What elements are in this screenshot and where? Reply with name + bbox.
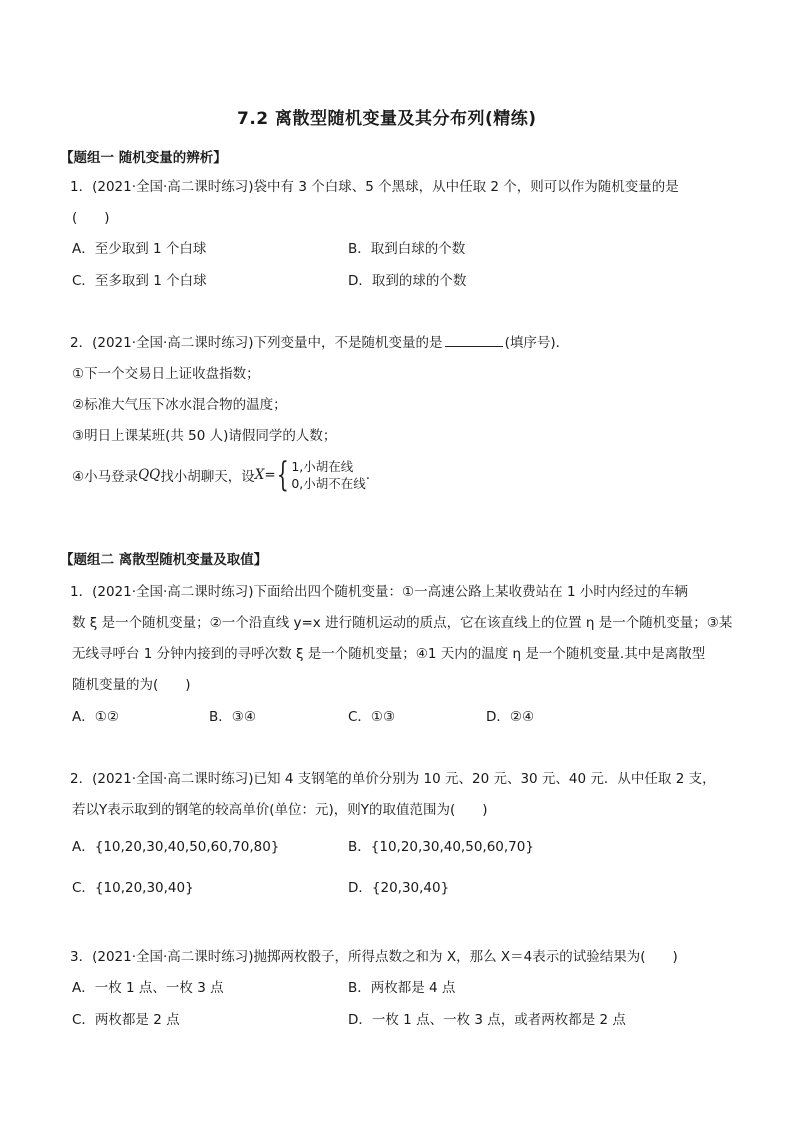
option-1-1-a[interactable]: A．至少取到 1 个白球 — [72, 241, 207, 257]
option-2-1-c[interactable]: C．①③ — [348, 709, 396, 725]
variable-x: X — [254, 467, 265, 483]
option-2-3-b[interactable]: B．两枚都是 4 点 — [348, 980, 456, 996]
option-1-1-c[interactable]: C．至多取到 1 个白球 — [72, 273, 207, 289]
question-1-2-item-4 — [72, 455, 371, 495]
question-2-3-stem: 3．(2021·全国·高二课时练习)抛掷两枚骰子，所得点数之和为 X，那么 X＝4表示的试验结果为( ) — [70, 949, 678, 965]
option-2-1-b[interactable]: B．③④ — [209, 709, 256, 725]
question-2-1-line-4: 随机变量的为( ) — [72, 677, 191, 693]
answer-blank[interactable] — [445, 334, 503, 347]
section-heading-1: 【题组一 随机变量的辨析】 — [60, 150, 227, 166]
qq-label: QQ — [138, 467, 161, 483]
option-2-2-d[interactable]: D．{20,30,40} — [348, 880, 450, 896]
option-2-1-a[interactable]: A．①② — [72, 709, 119, 725]
question-1-2-item-1: ①下一个交易日上证收盘指数； — [72, 366, 260, 382]
option-2-2-b[interactable]: B．{10,20,30,40,50,60,70} — [348, 839, 534, 855]
option-2-2-a[interactable]: A．{10,20,30,40,50,60,70,80} — [72, 839, 280, 855]
case-2: 0,小胡不在线 — [291, 476, 366, 491]
option-2-1-d[interactable]: D．②④ — [486, 709, 535, 725]
option-1-1-d[interactable]: D．取到的球的个数 — [348, 273, 467, 289]
option-2-3-a[interactable]: A．一枚 1 点、一枚 3 点 — [72, 980, 224, 996]
option-2-2-c[interactable]: C．{10,20,30,40} — [72, 880, 194, 896]
option-2-3-d[interactable]: D．一枚 1 点、一枚 3 点，或者两枚都是 2 点 — [348, 1012, 626, 1028]
item-4-mid: 找小胡聊天，设 — [160, 469, 255, 485]
question-1-2-item-3: ③明日上课某班(共 50 人)请假同学的人数； — [72, 428, 337, 444]
question-1-2-stem-b: (填序号)． — [504, 335, 570, 351]
question-1-1-stem: 1．(2021·全国·高二课时练习)袋中有 3 个白球、5 个黑球，从中任取 2 个，则可以作为随机变量的是 — [70, 179, 679, 195]
left-brace: { — [276, 455, 289, 495]
question-2-2-line-2: 若以Y表示取到的钢笔的较高单价(单位：元)，则Y的取值范围为( ) — [72, 802, 488, 818]
question-1-2-stem — [70, 331, 569, 351]
piecewise-cases — [291, 458, 365, 492]
page-title: 7.2 离散型随机变量及其分布列(精练) — [237, 109, 537, 129]
case-1: 1,小胡在线 — [291, 459, 354, 474]
item-4-end: . — [365, 467, 371, 483]
option-1-1-b[interactable]: B．取到白球的个数 — [348, 241, 466, 257]
question-2-1-line-1: 1．(2021·全国·高二课时练习)下面给出四个随机变量：①一高速公路上某收费站在 1 小时内经过的车辆 — [70, 584, 688, 600]
question-1-2-stem-a: 2．(2021·全国·高二课时练习)下列变量中，不是随机变量的是 — [70, 335, 443, 351]
option-2-3-c[interactable]: C．两枚都是 2 点 — [72, 1012, 180, 1028]
piecewise-definition — [276, 455, 366, 495]
question-2-2-line-1: 2．(2021·全国·高二课时练习)已知 4 支钢笔的单价分别为 10 元、20 元、30 元、40 元．从中任取 2 支， — [70, 771, 716, 787]
equals-sign: = — [264, 467, 276, 483]
question-1-1-paren: ( ) — [72, 210, 110, 226]
question-1-2-item-2: ②标准大气压下冰水混合物的温度； — [72, 397, 287, 413]
question-2-1-line-3: 无线寻呼台 1 分钟内接到的寻呼次数 ξ 是一个随机变量；④1 天内的温度 η 是一个随机变量.其中是离散型 — [72, 646, 706, 662]
question-2-1-line-2: 数 ξ 是一个随机变量；②一个沿直线 y=x 进行随机运动的质点，它在该直线上的位置 η 是一个随机变量；③某 — [72, 615, 733, 631]
item-4-pre: ④小马登录 — [72, 469, 139, 485]
section-heading-2: 【题组二 离散型随机变量及取值】 — [60, 552, 268, 568]
